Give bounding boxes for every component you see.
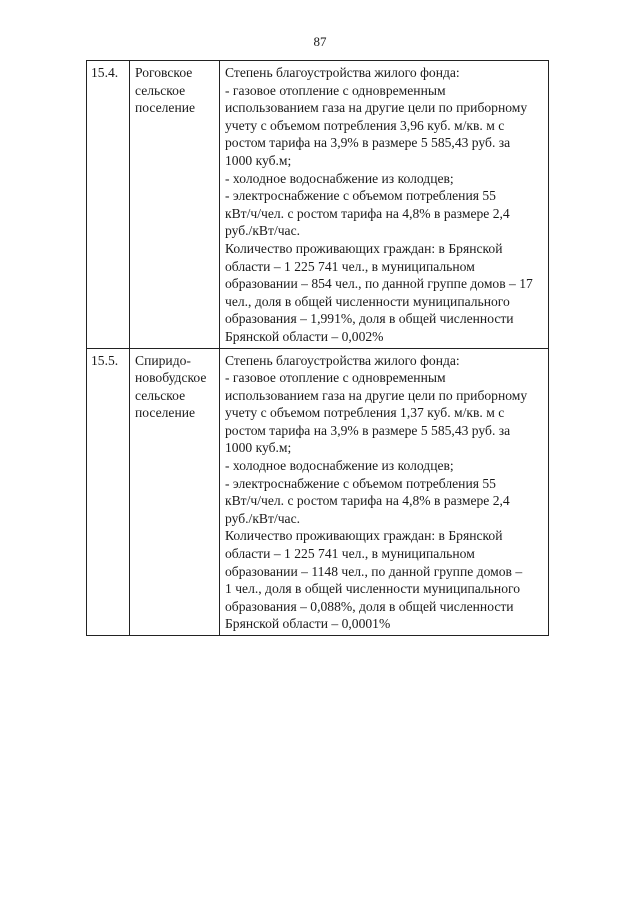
description-line: - холодное водоснабжение из колодцев; — [225, 170, 454, 186]
housing-table — [86, 60, 549, 636]
description-line: ростом тарифа на 3,9% в размере 5 585,43 руб. за — [225, 135, 511, 151]
settlement-name-line: Роговское — [135, 65, 193, 80]
row-number-cell — [87, 61, 130, 349]
description-line: кВт/ч/чел. с ростом тарифа на 4,8% в размере 2,4 — [225, 493, 510, 509]
description-line: Брянской области – 0,002% — [225, 328, 384, 344]
description-line: образовании – 1148 чел., по данной группе домов – — [225, 563, 523, 579]
description-line: образования – 1,991%, доля в общей численности — [225, 311, 514, 327]
description-line: области – 1 225 741 чел., в муниципальном — [225, 546, 475, 562]
settlement-name-line: сельское — [135, 387, 186, 403]
description-line: 1000 куб.м; — [225, 440, 292, 456]
description-line: использованием газа на другие цели по приборному — [225, 100, 528, 116]
description-line: Количество проживающих граждан: в Брянской — [225, 240, 503, 256]
settlement-name-line: поселение — [135, 100, 196, 116]
description-line: - газовое отопление с одновременным — [225, 82, 446, 98]
description-line: руб./кВт/час. — [225, 223, 301, 239]
settlement-name-line: новобудское — [135, 370, 207, 386]
description-line: учету с объемом потребления 3,96 куб. м/кв. м с — [225, 117, 505, 133]
description-line: чел., доля в общей численности муниципального — [225, 293, 510, 309]
settlement-name-line: Спиридо- — [135, 352, 191, 368]
row-number-cell — [87, 348, 130, 636]
description-line: использованием газа на другие цели по приборному — [225, 387, 528, 403]
description-line: 1000 куб.м; — [225, 152, 292, 168]
description-line: - электроснабжение с объемом потребления 55 — [225, 188, 496, 204]
row-number: 15.5. — [91, 352, 119, 368]
description-line: Брянской области – 0,0001% — [225, 616, 391, 632]
description-line: Количество проживающих граждан: в Брянской — [225, 528, 503, 544]
settlement-name-cell — [130, 348, 220, 636]
description-line: образовании – 854 чел., по данной группе домов – 17 — [225, 276, 533, 292]
description-line: 1 чел., доля в общей численности муниципального — [225, 581, 521, 597]
description-line: - холодное водоснабжение из колодцев; — [225, 458, 454, 474]
description-line: Степень благоустройства жилого фонда: — [225, 65, 460, 80]
settlement-name-line: поселение — [135, 405, 196, 421]
description-line: руб./кВт/час. — [225, 510, 301, 526]
table-row — [87, 348, 549, 636]
description-line: учету с объемом потребления 1,37 куб. м/кв. м с — [225, 405, 505, 421]
description-line: области – 1 225 741 чел., в муниципальном — [225, 258, 475, 274]
settlement-name-cell — [130, 61, 220, 349]
row-number: 15.4. — [91, 65, 119, 80]
description-cell — [220, 348, 549, 636]
description-line: образования – 0,088%, доля в общей численности — [225, 598, 514, 614]
settlement-name-line: сельское — [135, 82, 186, 98]
table-row — [87, 61, 549, 349]
description-line: - газовое отопление с одновременным — [225, 370, 446, 386]
description-line: - электроснабжение с объемом потребления 55 — [225, 475, 496, 491]
description-line: Степень благоустройства жилого фонда: — [225, 352, 460, 368]
description-line: кВт/ч/чел. с ростом тарифа на 4,8% в размере 2,4 — [225, 205, 510, 221]
page-number: 87 — [313, 34, 327, 49]
description-line: ростом тарифа на 3,9% в размере 5 585,43 руб. за — [225, 422, 511, 438]
description-cell — [220, 61, 549, 349]
